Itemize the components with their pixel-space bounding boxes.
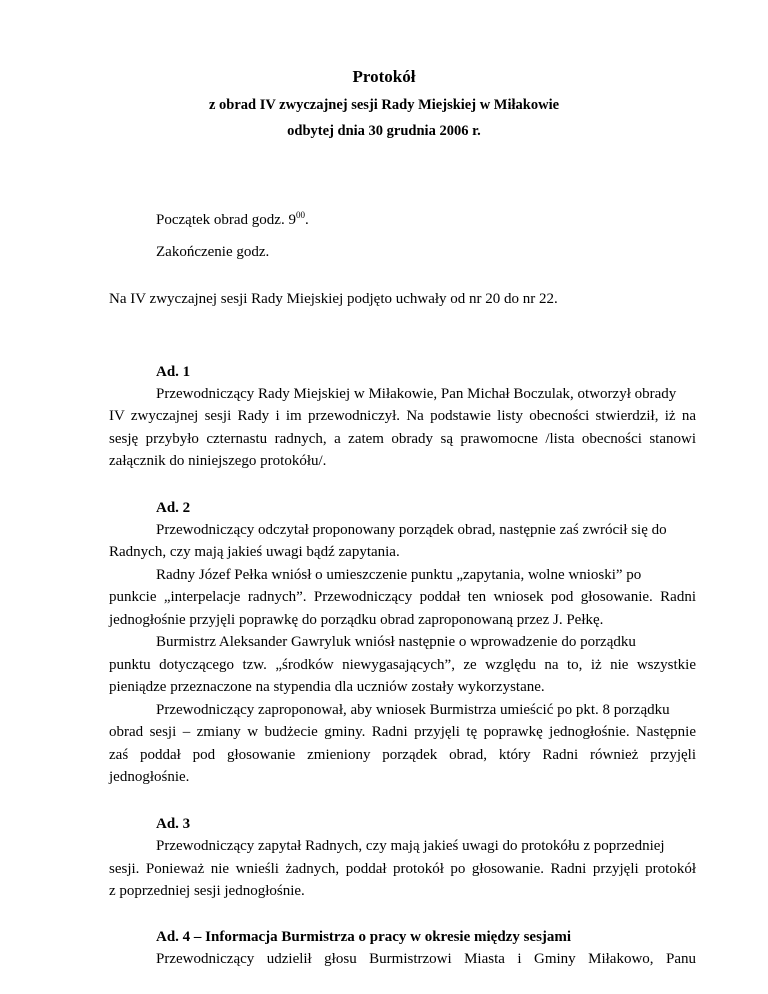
section-line: punktu dotyczącego tzw. „środków niewygasających”, ze względu na to, iż nie wszystkie	[109, 657, 696, 673]
section-line: sesję przybyło czternastu radnych, a zatem obrady są prawomocne /lista obecności stanowi	[109, 431, 696, 447]
section-line: zaś poddał pod głosowanie zmieniony porządek obrad, który Radni również przyjęli	[109, 747, 696, 763]
section-line: Radny Józef Pełka wniósł o umieszczenie punktu „zapytania, wolne wnioski” po	[156, 567, 642, 583]
section-line: załącznik do niniejszego protokółu/.	[109, 453, 327, 469]
section-line: pieniądze przeznaczone na stypendia dla uczniów zostały wykorzystane.	[109, 679, 545, 695]
section-line: Radnych, czy mają jakieś uwagi bądź zapytania.	[109, 544, 400, 560]
start-time-suffix: .	[304, 212, 309, 228]
section-heading-ad4: Ad. 4 – Informacja Burmistrza o pracy w okresie między sesjami	[156, 929, 572, 945]
section-line: z poprzedniej sesji jednogłośnie.	[109, 883, 305, 899]
document-subtitle: z obrad IV zwyczajnej sesji Rady Miejskiej w Miłakowie	[208, 97, 560, 113]
start-time-superscript: 00	[295, 210, 305, 220]
section-line: Przewodniczący odczytał proponowany porządek obrad, następnie zaś zwrócił się do	[156, 522, 667, 538]
document-date-line: odbytej dnia 30 grudnia 2006 r.	[287, 123, 481, 139]
end-time-line: Zakończenie godz.	[156, 244, 270, 260]
start-time-line	[156, 212, 309, 229]
document-title: Protokół	[352, 67, 416, 86]
section-line: sesji. Ponieważ nie wnieśli żadnych, poddał protokół po głosowanie. Radni przyjęli protokół	[109, 861, 696, 877]
section-heading-ad2: Ad. 2	[156, 500, 191, 516]
section-line: obrad sesji – zmiany w budżecie gminy. Radni przyjęli tę poprawkę jednogłośnie. Następnie	[109, 724, 696, 740]
section-heading-ad1: Ad. 1	[156, 364, 191, 380]
section-line: jednogłośnie przyjęli poprawkę do porządku obrad zaproponowaną przez J. Pełkę.	[109, 612, 604, 628]
summary-paragraph: Na IV zwyczajnej sesji Rady Miejskiej podjęto uchwały od nr 20 do nr 22.	[109, 291, 558, 307]
section-line: jednogłośnie.	[109, 769, 190, 785]
start-time-text: Początek obrad godz. 9	[156, 212, 296, 228]
section-line: Przewodniczący Rady Miejskiej w Miłakowie, Pan Michał Boczulak, otworzył obrady	[156, 386, 677, 402]
section-line: Przewodniczący zaproponował, aby wniosek Burmistrza umieścić po pkt. 8 porządku	[156, 702, 670, 718]
section-line: Burmistrz Aleksander Gawryluk wniósł następnie o wprowadzenie do porządku	[156, 634, 636, 650]
section-line: punkcie „interpelacje radnych”. Przewodniczący poddał ten wniosek pod głosowanie. Radni	[109, 589, 696, 605]
section-heading-ad3: Ad. 3	[156, 816, 191, 832]
section-line: Przewodniczący udzielił głosu Burmistrzowi Miasta i Gminy Miłakowo, Panu	[156, 951, 696, 967]
section-line: Przewodniczący zapytał Radnych, czy mają jakieś uwagi do protokółu z poprzedniej	[156, 838, 665, 854]
section-line: IV zwyczajnej sesji Rady i im przewodniczył. Na podstawie listy obecności stwierdził, iż na	[109, 408, 696, 424]
